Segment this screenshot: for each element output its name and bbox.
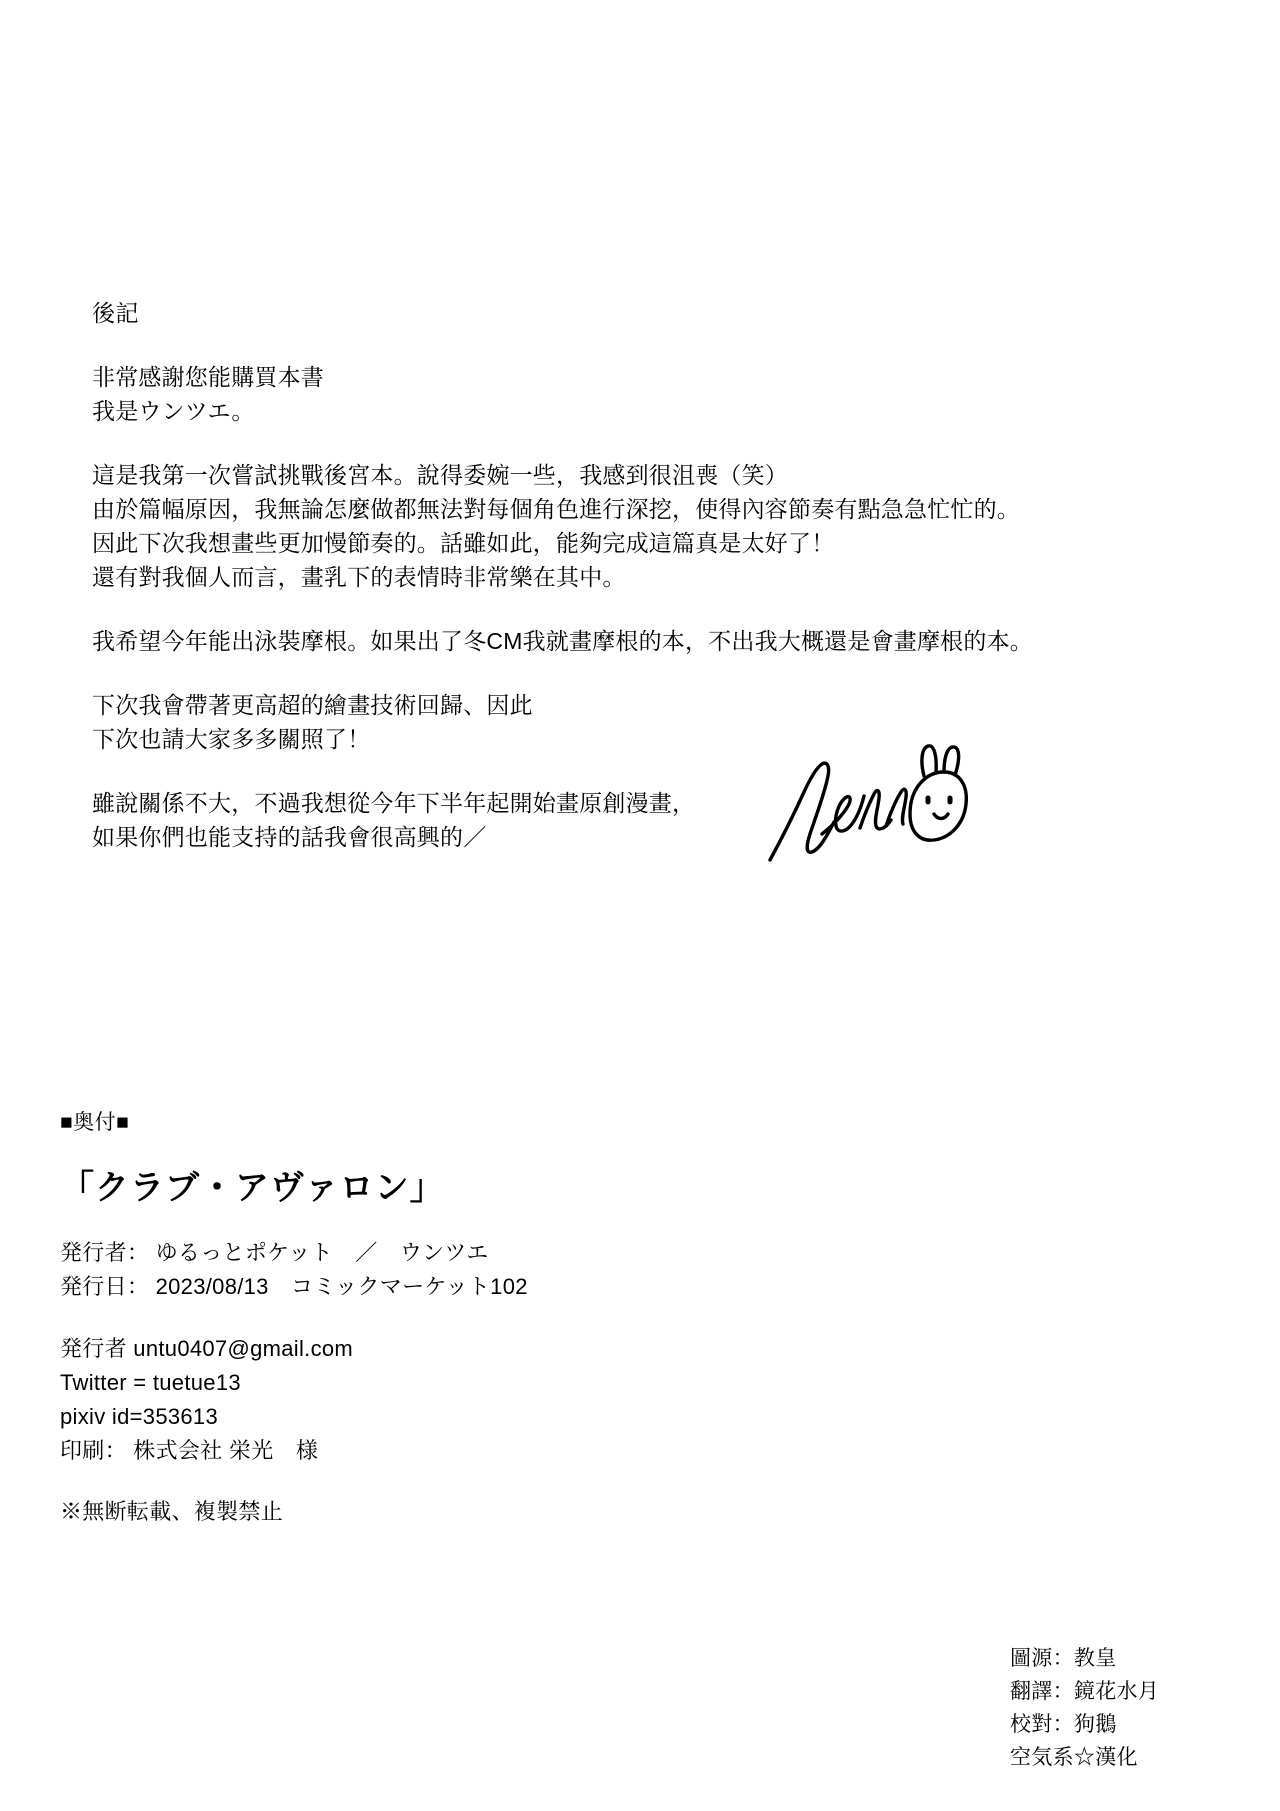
afterword-paragraph-1 (92, 360, 1092, 428)
afterword-line: 這是我第一次嘗試挑戰後宮本。說得委婉一些，我感到很沮喪（笑） (92, 462, 788, 488)
copyright-notice: ※無断転載、複製禁止 (60, 1499, 284, 1524)
email-line: 発行者 untu0407@gmail.com (60, 1336, 354, 1361)
publication-info (60, 1236, 960, 1304)
afterword-line: 如果你們也能支持的話我會很高興的／ (92, 824, 487, 850)
afterword-line: 還有對我個人而言，畫乳下的表情時非常樂在其中。 (92, 564, 626, 590)
artist-signature (760, 742, 970, 882)
afterword-line: 我希望今年能出泳裝摩根。如果出了冬CM我就畫摩根的本，不出我大概還是會畫摩根的本。 (92, 628, 1033, 654)
colophon-heading: ■奥付■ (60, 1111, 130, 1134)
credit-translator: 翻譯：鏡花水月 (1010, 1680, 1160, 1703)
scanlation-credits (1010, 1642, 1220, 1774)
contact-info (60, 1332, 960, 1468)
colophon-section (60, 1108, 960, 1528)
twitter-line: Twitter = tuetue13 (60, 1370, 241, 1395)
printer-line: 印刷： 株式会社 栄光 様 (60, 1438, 319, 1463)
afterword-line: 由於篇幅原因，我無論怎麼做都無法對每個角色進行深挖，使得內容節奏有點急急忙忙的。 (92, 496, 1020, 522)
afterword-paragraph-3 (92, 624, 1092, 658)
afterword-paragraph-2 (92, 458, 1092, 594)
afterword-line: 下次我會帶著更高超的繪畫技術回歸、因此 (92, 692, 533, 718)
afterword-line: 下次也請大家多多關照了！ (92, 726, 371, 752)
afterword-line: 因此下次我想畫些更加慢節奏的。話雖如此，能夠完成這篇真是太好了！ (92, 530, 835, 556)
book-title: 「クラブ・アヴァロン」 (60, 1169, 445, 1207)
credit-proofreader: 校對：狗鵝 (1010, 1713, 1117, 1736)
afterword-line: 我是ウンツエ。 (92, 398, 255, 424)
afterword-title: 後記 (92, 300, 139, 326)
afterword-line: 雖說關係不大，不過我想從今年下半年起開始畫原創漫畫， (92, 790, 696, 816)
publication-date-line: 発行日： 2023/08/13 コミックマーケット102 (60, 1274, 528, 1299)
pixiv-line: pixiv id=353613 (60, 1404, 219, 1429)
afterword-line: 非常感謝您能購買本書 (92, 364, 324, 390)
credit-group: 空気系☆漢化 (1010, 1746, 1138, 1769)
publisher-line: 発行者： ゆるっとポケット ／ ウンツエ (60, 1240, 489, 1265)
credit-source: 圖源：教皇 (1010, 1647, 1117, 1670)
